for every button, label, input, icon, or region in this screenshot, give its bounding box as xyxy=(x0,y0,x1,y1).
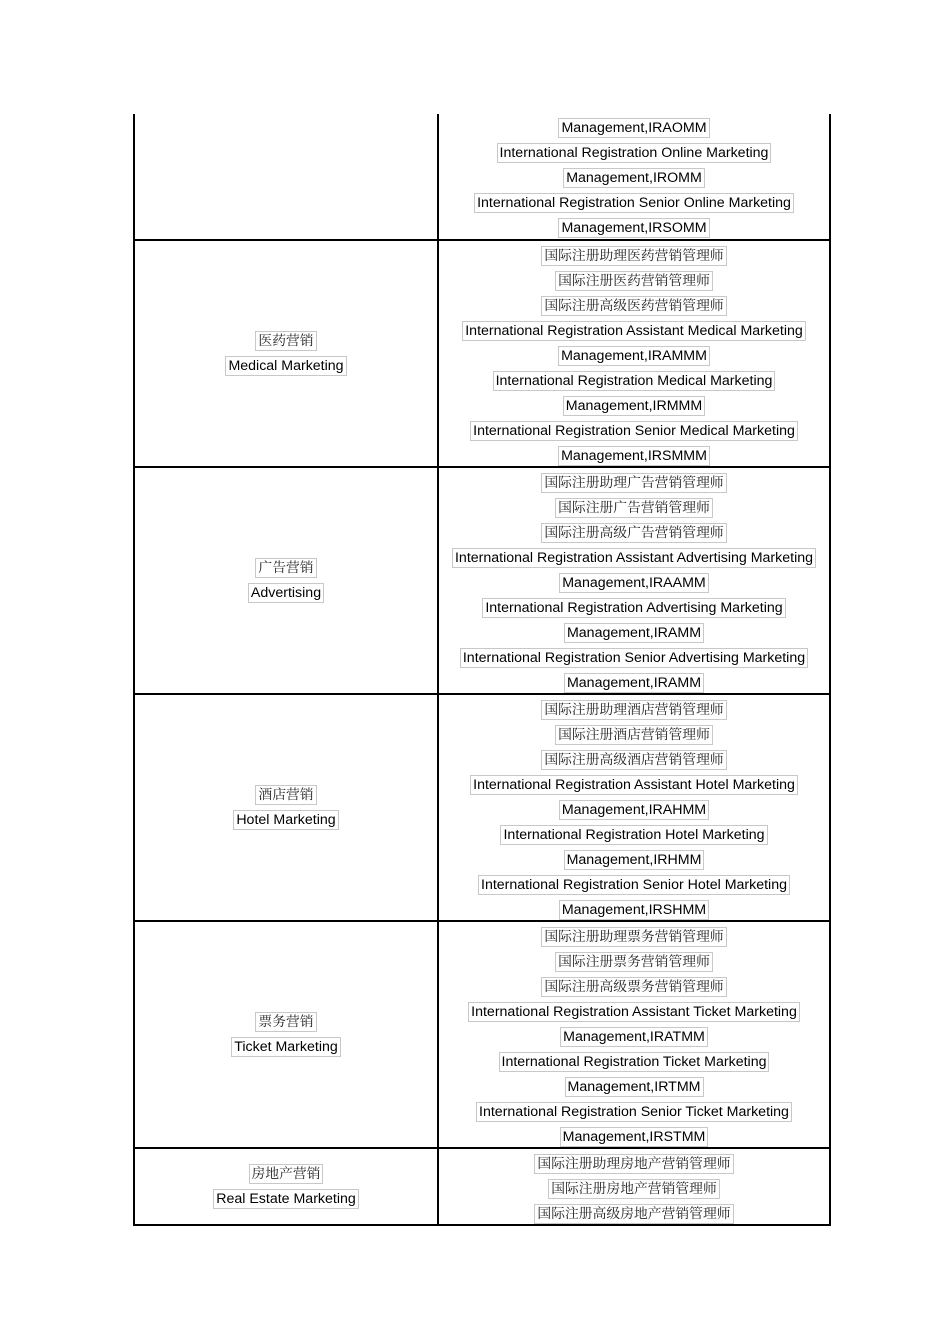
table-row xyxy=(135,1149,829,1226)
category-label-en: Medical Marketing xyxy=(225,354,346,379)
cert-line: International Registration Senior Hotel Marketing xyxy=(478,873,790,898)
cert-line: International Registration Assistant Medical Marketing xyxy=(462,319,806,344)
cert-line: International Registration Assistant Ticket Marketing xyxy=(468,1000,800,1025)
cert-line: Management,IRAMMM xyxy=(558,344,710,369)
cert-line: Management,IRSTMM xyxy=(560,1125,709,1150)
cert-cell xyxy=(439,922,829,1147)
cert-line: 国际注册医药营销管理师 xyxy=(555,269,713,294)
cert-line: Management,IRSHMM xyxy=(559,898,709,923)
cert-line: 国际注册票务营销管理师 xyxy=(555,950,713,975)
cert-line: 国际注册助理酒店营销管理师 xyxy=(541,698,726,723)
cert-cell xyxy=(439,1149,829,1224)
category-cell xyxy=(135,468,439,693)
category-label-zh: 广告营销 xyxy=(255,556,316,581)
cert-line: Management,IRSOMM xyxy=(558,216,709,241)
cert-line: Management,IRATMM xyxy=(560,1025,708,1050)
cert-line: 国际注册高级酒店营销管理师 xyxy=(541,748,726,773)
cert-line: 国际注册助理房地产营销管理师 xyxy=(534,1152,733,1177)
cert-line: 国际注册助理票务营销管理师 xyxy=(541,925,726,950)
category-cell xyxy=(135,922,439,1147)
cert-line: International Registration Senior Advertising Marketing xyxy=(460,646,808,671)
category-cell xyxy=(135,241,439,466)
cert-line: 国际注册广告营销管理师 xyxy=(555,496,713,521)
cert-line: 国际注册高级房地产营销管理师 xyxy=(534,1202,733,1227)
cert-line: International Registration Senior Online Marketing xyxy=(474,191,794,216)
cert-line: Management,IRMMM xyxy=(563,394,705,419)
table-row xyxy=(135,114,829,241)
category-label-zh: 酒店营销 xyxy=(255,783,316,808)
cert-line: 国际注册高级广告营销管理师 xyxy=(541,521,726,546)
category-cell xyxy=(135,1149,439,1224)
cert-line: International Registration Senior Ticket Marketing xyxy=(476,1100,792,1125)
table-row xyxy=(135,468,829,695)
category-cell xyxy=(135,114,439,239)
cert-line: 国际注册高级医药营销管理师 xyxy=(541,294,726,319)
category-label-en: Ticket Marketing xyxy=(231,1035,341,1060)
category-label-en: Hotel Marketing xyxy=(233,808,338,833)
cert-line: International Registration Assistant Hotel Marketing xyxy=(470,773,798,798)
cert-line: International Registration Hotel Marketing xyxy=(500,823,767,848)
cert-line: International Registration Ticket Marketing xyxy=(499,1050,770,1075)
cert-line: 国际注册助理广告营销管理师 xyxy=(541,471,726,496)
cert-cell xyxy=(439,468,829,693)
category-cell xyxy=(135,695,439,920)
cert-line: 国际注册酒店营销管理师 xyxy=(555,723,713,748)
cert-line: 国际注册房地产营销管理师 xyxy=(548,1177,720,1202)
cert-line: Management,IRAHMM xyxy=(559,798,709,823)
cert-line: International Registration Senior Medical Marketing xyxy=(470,419,798,444)
cert-line: 国际注册助理医药营销管理师 xyxy=(541,244,726,269)
cert-cell xyxy=(439,114,829,239)
cert-cell xyxy=(439,695,829,920)
cert-line: International Registration Assistant Advertising Marketing xyxy=(452,546,816,571)
category-label-zh: 房地产营销 xyxy=(249,1162,324,1187)
cert-line: International Registration Medical Marketing xyxy=(493,369,776,394)
cert-line: Management,IRAOMM xyxy=(558,116,709,141)
category-label-zh: 医药营销 xyxy=(255,329,316,354)
cert-line: Management,IROMM xyxy=(563,166,705,191)
cert-line: Management,IRSMMM xyxy=(558,444,710,469)
certification-table xyxy=(133,114,831,1226)
cert-line: Management,IRAMM xyxy=(564,621,704,646)
table-row xyxy=(135,695,829,922)
table-row xyxy=(135,241,829,468)
cert-cell xyxy=(439,241,829,466)
cert-line: Management,IRAMM xyxy=(564,671,704,696)
cert-line: Management,IRAAMM xyxy=(559,571,709,596)
cert-line: 国际注册高级票务营销管理师 xyxy=(541,975,726,1000)
cert-line: International Registration Online Marketing xyxy=(497,141,772,166)
cert-line: Management,IRTMM xyxy=(565,1075,704,1100)
category-label-en: Real Estate Marketing xyxy=(213,1187,359,1212)
category-label-zh: 票务营销 xyxy=(255,1010,316,1035)
cert-line: Management,IRHMM xyxy=(564,848,705,873)
cert-line: International Registration Advertising Marketing xyxy=(482,596,785,621)
table-row xyxy=(135,922,829,1149)
category-label-en: Advertising xyxy=(248,581,324,606)
